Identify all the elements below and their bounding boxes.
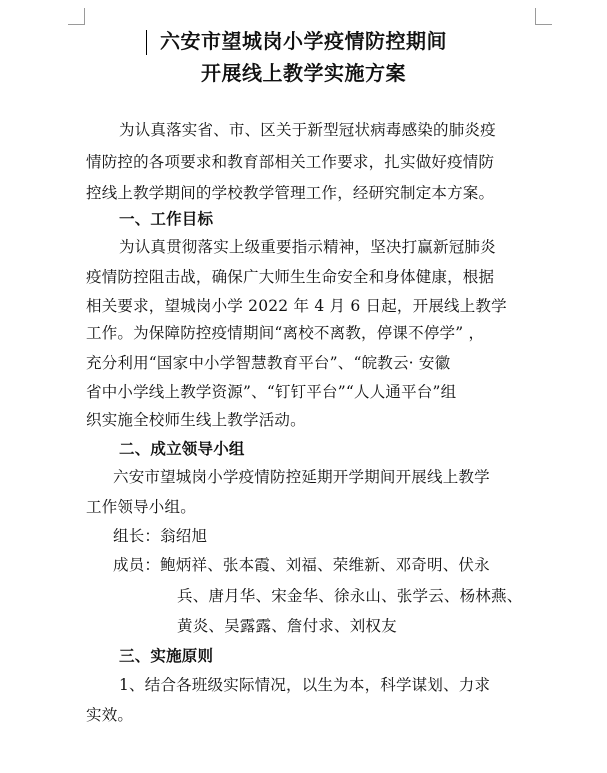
section3-line: 1、结合各班级实际情况，以生为本，科学谋划、力求 bbox=[119, 676, 491, 694]
section2-line: 六安市望城岗小学疫情防控延期开学期间开展线上教学 bbox=[113, 468, 490, 486]
section1-line: 省中小学线上教学资源”、“钉钉平台”“人人通平台”组 bbox=[86, 383, 457, 401]
intro-line: 情防控的各项要求和教育部相关工作要求，扎实做好疫情防 bbox=[86, 153, 495, 171]
section1-line: 相关要求，望城岗小学 2022 年 4 月 6 日起，开展线上教学 bbox=[86, 297, 507, 315]
section2-members-line: 成员：鲍炳祥、张本霞、刘福、荣维新、邓奇明、伏永 bbox=[113, 556, 490, 574]
section2-leader: 组长：翁绍旭 bbox=[113, 527, 208, 545]
section1-line: 疫情防控阻击战，确保广大师生生命安全和身体健康，根据 bbox=[86, 268, 495, 286]
section2-members-line: 兵、唐月华、宋金华、徐永山、张学云、杨林燕、 bbox=[177, 587, 523, 605]
document-title-line1: 六安市望城岗小学疫情防控期间 bbox=[160, 29, 447, 53]
section3-heading: 三、实施原则 bbox=[119, 647, 214, 665]
section3-line: 实效。 bbox=[86, 706, 134, 724]
page-corner-mark-right bbox=[535, 8, 552, 25]
section2-heading: 二、成立领导小组 bbox=[119, 440, 245, 458]
section2-line: 工作领导小组。 bbox=[86, 498, 196, 516]
page-corner-mark-left bbox=[68, 8, 85, 25]
section1-line: 织实施全校师生线上教学活动。 bbox=[86, 411, 306, 429]
section1-heading: 一、工作目标 bbox=[119, 210, 214, 228]
section1-line: 充分利用“国家中小学智慧教育平台”、“皖教云· 安徽 bbox=[86, 354, 451, 372]
section1-line: 工作。为保障防控疫情期间“离校不离教，停课不停学” ， bbox=[86, 324, 485, 342]
document-title-line2: 开展线上教学实施方案 bbox=[201, 61, 406, 85]
intro-line: 为认真落实省、市、区关于新型冠状病毒感染的肺炎疫 bbox=[119, 121, 496, 139]
section2-members-line: 黄炎、吴露露、詹付求、刘权友 bbox=[177, 617, 397, 635]
intro-line: 控线上教学期间的学校教学管理工作，经研究制定本方案。 bbox=[86, 184, 495, 202]
section1-line: 为认真贯彻落实上级重要指示精神，坚决打赢新冠肺炎 bbox=[119, 238, 496, 256]
